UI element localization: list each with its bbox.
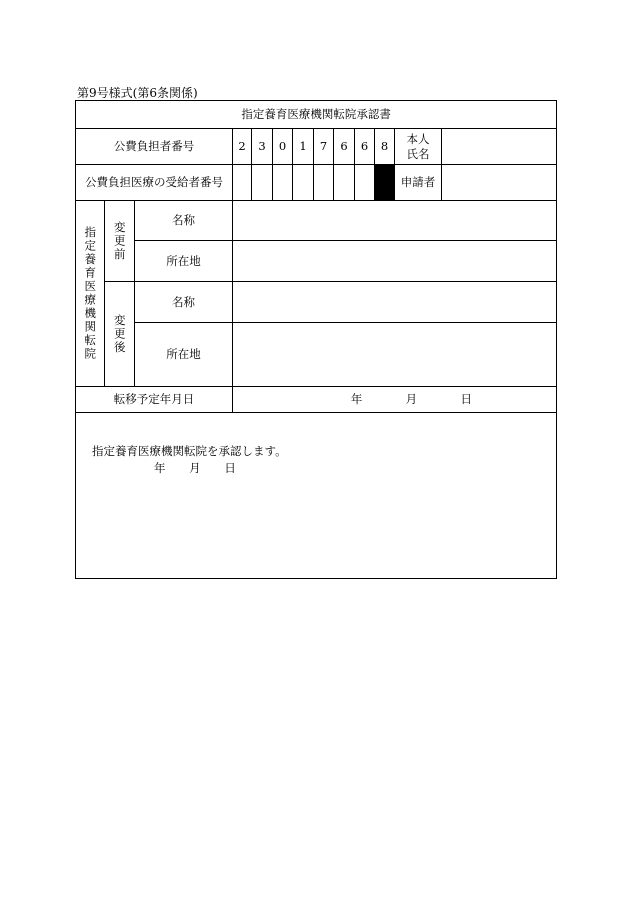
before-location-field[interactable] [233, 241, 557, 282]
burden-digit: 1 [293, 129, 314, 165]
approval-text: 指定養育医療機関転院を承認します。 [92, 444, 287, 458]
date-year: 年 [350, 392, 363, 407]
recipient-digit-cell[interactable] [233, 165, 252, 201]
before-location-label: 所在地 [135, 241, 233, 282]
after-name-label: 名称 [135, 282, 233, 323]
after-location-label: 所在地 [135, 323, 233, 387]
person-name-field[interactable] [442, 129, 557, 165]
applicant-field[interactable] [442, 165, 557, 201]
date-month: 月 [405, 392, 418, 407]
recipient-digit-cell[interactable] [273, 165, 293, 201]
approval-year: 年 [154, 461, 166, 476]
approval-date [76, 461, 556, 475]
recipient-digit-cell[interactable] [334, 165, 355, 201]
person-name-label: 本人 氏名 [395, 129, 442, 165]
burden-digit: 2 [233, 129, 252, 165]
recipient-digit-cell[interactable] [252, 165, 273, 201]
before-label-cell [105, 201, 135, 282]
before-label: 変更前 [112, 220, 127, 262]
burden-digit: 7 [314, 129, 334, 165]
burden-digit: 6 [355, 129, 375, 165]
approval-month: 月 [189, 461, 201, 476]
burden-digit: 0 [273, 129, 293, 165]
date-day: 日 [460, 392, 472, 407]
burden-number-label: 公費負担者番号 [76, 129, 233, 165]
recipient-digit-cell[interactable] [314, 165, 334, 201]
recipient-digit-cell[interactable] [355, 165, 375, 201]
recipient-digit-cell[interactable] [293, 165, 314, 201]
form-title: 指定養育医療機関転院承認書 [76, 101, 557, 129]
after-label: 変更後 [112, 313, 127, 355]
before-name-label: 名称 [135, 201, 233, 241]
after-name-field[interactable] [233, 282, 557, 323]
after-label-cell [105, 282, 135, 387]
approval-form-table [75, 100, 557, 579]
burden-digit: 6 [334, 129, 355, 165]
blacked-out-cell [375, 165, 395, 201]
approval-section [76, 413, 557, 579]
burden-digit: 8 [375, 129, 395, 165]
approval-day: 日 [224, 461, 236, 476]
recipient-number-label: 公費負担医療の受給者番号 [76, 165, 233, 201]
applicant-label: 申請者 [395, 165, 442, 201]
transfer-date-field[interactable] [233, 387, 557, 413]
transfer-date-label: 転移予定年月日 [76, 387, 233, 413]
institution-label: 指定養育医療機関転院 [83, 226, 98, 361]
form-number: 第9号様式(第6条関係) [77, 86, 198, 100]
before-name-field[interactable] [233, 201, 557, 241]
institution-label-cell [76, 201, 105, 387]
burden-digit: 3 [252, 129, 273, 165]
after-location-field[interactable] [233, 323, 557, 387]
